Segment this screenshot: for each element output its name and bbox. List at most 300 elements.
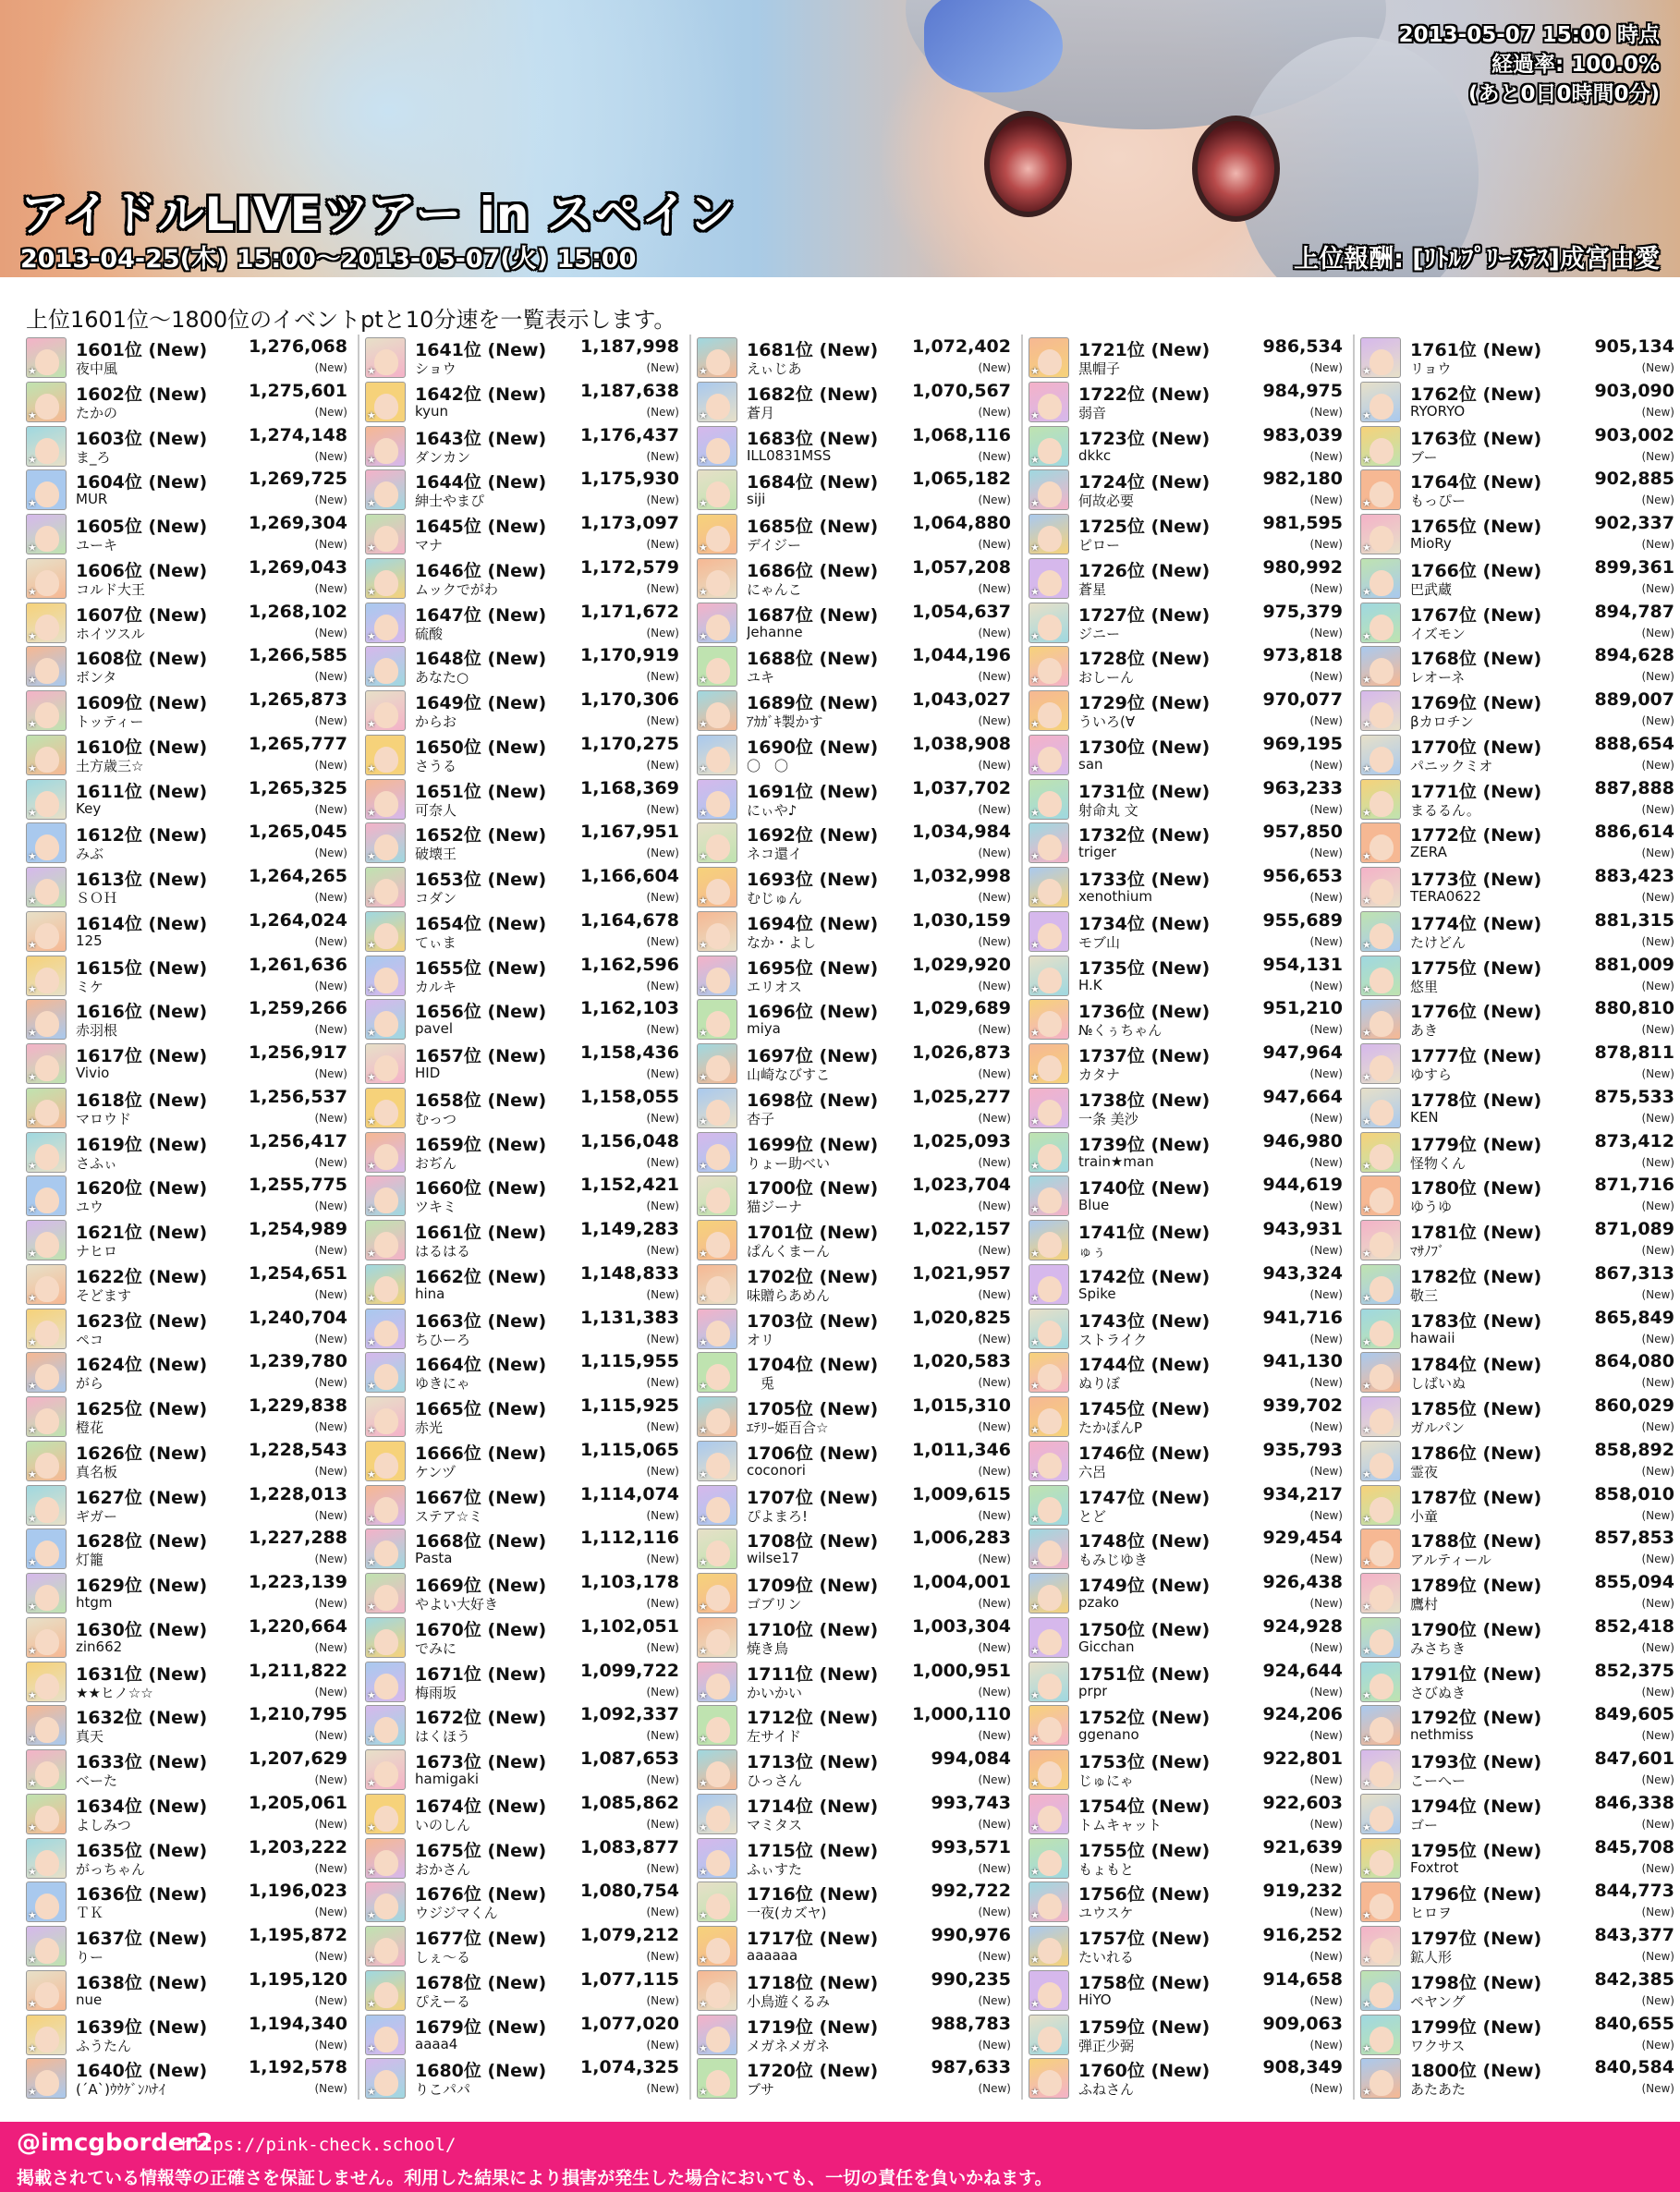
avatar-face-icon: [706, 570, 730, 596]
rarity-star-icon: ★: [367, 1203, 376, 1216]
ten-minute-speed: (New): [978, 449, 1011, 463]
rank-label: 1621位 (New): [76, 1223, 208, 1243]
rank-label: 1661位 (New): [415, 1223, 547, 1243]
rank-label: 1800位 (New): [1410, 2061, 1542, 2082]
player-name: aaaaaa: [747, 1947, 798, 1964]
event-points: 1,228,543: [249, 1439, 347, 1460]
event-points: 858,892: [1594, 1439, 1674, 1460]
rarity-star-icon: ★: [699, 1997, 708, 2010]
avatar-icon: [1360, 735, 1401, 775]
avatar-icon: [1029, 1175, 1069, 1216]
site-url-link[interactable]: https://pink-check.school/: [181, 2135, 457, 2155]
player-name: モブ山: [1078, 933, 1121, 951]
event-points: 1,003,304: [912, 1615, 1011, 1637]
avatar-icon: [365, 735, 406, 775]
player-name: 味贈らあめん: [747, 1286, 831, 1304]
avatar-icon: [697, 1396, 737, 1437]
rarity-star-icon: ★: [367, 1601, 376, 1613]
rank-label: 1790位 (New): [1410, 1619, 1542, 1640]
ten-minute-speed: (New): [1641, 1200, 1674, 1213]
ranking-row: [697, 908, 1011, 953]
ranking-row: [1029, 335, 1343, 379]
event-points: 1,158,436: [580, 1042, 679, 1063]
event-points: 849,605: [1594, 1704, 1674, 1725]
rank-label: 1698位 (New): [747, 1090, 879, 1111]
event-points: 1,170,306: [580, 689, 679, 710]
avatar-icon: [365, 1970, 406, 2011]
ranking-row: [1360, 1791, 1674, 1835]
event-points: 1,085,862: [580, 1792, 679, 1813]
avatar-face-icon: [706, 747, 730, 773]
avatar-face-icon: [374, 2070, 398, 2096]
avatar-face-icon: [1370, 1938, 1394, 1964]
event-points: 969,195: [1262, 733, 1343, 754]
avatar-face-icon: [706, 1894, 730, 1919]
player-name: たかの: [76, 404, 118, 421]
rarity-star-icon: ★: [699, 850, 708, 863]
avatar-face-icon: [1038, 1187, 1062, 1213]
rank-label: 1787位 (New): [1410, 1487, 1542, 1508]
avatar-face-icon: [1038, 1585, 1062, 1611]
ranking-row: [26, 1394, 347, 1438]
player-name: triger: [1078, 844, 1117, 861]
avatar-icon: [697, 1794, 737, 1834]
ranking-row: [697, 1702, 1011, 1747]
event-points: 1,026,873: [912, 1042, 1011, 1063]
ten-minute-speed: (New): [1309, 1906, 1343, 1919]
avatar-face-icon: [1370, 394, 1394, 420]
rarity-star-icon: ★: [1030, 806, 1040, 819]
ranking-row: [365, 1614, 679, 1659]
player-name: 一条 美沙: [1078, 1110, 1138, 1127]
avatar-icon: [697, 469, 737, 510]
player-name: ホイツスル: [76, 625, 145, 642]
player-name: イズモン: [1410, 625, 1466, 642]
event-points: 1,149,283: [580, 1219, 679, 1239]
avatar-face-icon: [1370, 1806, 1394, 1832]
rarity-star-icon: ★: [699, 718, 708, 730]
player-name: むじゅん: [747, 890, 803, 907]
rank-label: 1745位 (New): [1078, 1399, 1211, 1419]
event-points: 1,077,115: [580, 1968, 679, 1990]
ten-minute-speed: (New): [978, 1200, 1011, 1213]
event-points: 1,265,045: [249, 822, 347, 843]
ten-minute-speed: (New): [1641, 1067, 1674, 1080]
rarity-star-icon: ★: [1362, 629, 1371, 642]
avatar-icon: [365, 1881, 406, 1922]
player-name: あたあた: [1410, 2081, 1467, 2099]
ten-minute-speed: (New): [1309, 493, 1343, 507]
rarity-star-icon: ★: [699, 1203, 708, 1216]
player-name: ジニー: [1078, 625, 1121, 642]
avatar-face-icon: [374, 1011, 398, 1037]
ten-minute-speed: (New): [646, 1420, 679, 1433]
rank-label: 1625位 (New): [76, 1399, 208, 1419]
player-name: じゅにゃ: [1078, 1772, 1134, 1789]
avatar-face-icon: [35, 1100, 59, 1126]
avatar-face-icon: [1038, 1011, 1062, 1037]
rarity-star-icon: ★: [367, 2041, 376, 2054]
event-points: 990,976: [931, 1925, 1011, 1945]
ranking-row: [1029, 1217, 1343, 1261]
event-points: 1,176,437: [580, 424, 679, 445]
avatar-icon: [1029, 1352, 1069, 1393]
rarity-star-icon: ★: [699, 1821, 708, 1833]
ranking-row: [1029, 1791, 1343, 1835]
rank-label: 1675位 (New): [415, 1840, 547, 1861]
player-name: ﾏｻﾉﾌﾞ: [1410, 1243, 1445, 1260]
rank-label: 1747位 (New): [1078, 1487, 1211, 1508]
avatar-face-icon: [1370, 2027, 1394, 2052]
avatar-face-icon: [35, 1453, 59, 1479]
avatar-icon: [365, 1838, 406, 1879]
event-points: 852,375: [1594, 1660, 1674, 1681]
ten-minute-speed: (New): [1309, 1464, 1343, 1478]
event-points: 1,064,880: [912, 513, 1011, 533]
rank-label: 1602位 (New): [76, 384, 208, 405]
avatar-face-icon: [35, 1497, 59, 1523]
avatar-face-icon: [706, 1453, 730, 1479]
rank-label: 1748位 (New): [1078, 1531, 1211, 1553]
player-name: dkkc: [1078, 446, 1112, 464]
rarity-star-icon: ★: [367, 1556, 376, 1569]
rarity-star-icon: ★: [1030, 1688, 1040, 1701]
rarity-star-icon: ★: [1362, 895, 1371, 907]
event-points: 1,265,777: [249, 733, 347, 754]
event-points: 1,170,919: [580, 645, 679, 666]
rank-label: 1794位 (New): [1410, 1796, 1542, 1817]
player-name: Blue: [1078, 1197, 1110, 1214]
event-points: 1,030,159: [912, 909, 1011, 931]
rank-label: 1663位 (New): [415, 1310, 547, 1332]
ranking-row: [1029, 1129, 1343, 1174]
ten-minute-speed: (New): [1309, 1729, 1343, 1743]
player-name: 小童: [1410, 1507, 1439, 1525]
ranking-row: [697, 643, 1011, 688]
ten-minute-speed: (New): [1309, 670, 1343, 684]
rank-label: 1630位 (New): [76, 1619, 208, 1640]
event-points: 846,338: [1594, 1792, 1674, 1813]
rarity-star-icon: ★: [28, 1114, 37, 1127]
ten-minute-speed: (New): [978, 538, 1011, 551]
rank-label: 1764位 (New): [1410, 472, 1542, 493]
avatar-icon: [1360, 382, 1401, 422]
event-points: 947,664: [1262, 1086, 1343, 1107]
ten-minute-speed: (New): [1309, 581, 1343, 595]
avatar-icon: [26, 1485, 67, 1526]
avatar-icon: [697, 1088, 737, 1128]
ranking-row: [26, 1438, 347, 1482]
rarity-star-icon: ★: [1030, 982, 1040, 995]
ranking-row: [1360, 2055, 1674, 2100]
ten-minute-speed: (New): [1309, 979, 1343, 992]
ten-minute-speed: (New): [646, 361, 679, 374]
ranking-row: [1029, 1349, 1343, 1394]
rank-label: 1765位 (New): [1410, 517, 1542, 537]
rarity-star-icon: ★: [699, 1865, 708, 1878]
event-points: 1,275,601: [249, 380, 347, 401]
rarity-star-icon: ★: [699, 1601, 708, 1613]
rank-label: 1706位 (New): [747, 1443, 879, 1464]
avatar-face-icon: [35, 1408, 59, 1434]
ranking-row: [26, 379, 347, 423]
ten-minute-speed: (New): [646, 1861, 679, 1875]
rarity-star-icon: ★: [699, 1512, 708, 1525]
rank-label: 1662位 (New): [415, 1266, 547, 1287]
ranking-row: [697, 864, 1011, 908]
rarity-star-icon: ★: [367, 1335, 376, 1348]
avatar-face-icon: [706, 1850, 730, 1876]
rarity-star-icon: ★: [1030, 1114, 1040, 1127]
ranking-row: [1360, 1923, 1674, 1967]
event-points: 922,801: [1262, 1748, 1343, 1769]
event-points: 1,240,704: [249, 1307, 347, 1328]
avatar-face-icon: [1038, 1850, 1062, 1876]
ten-minute-speed: (New): [314, 1861, 347, 1875]
ten-minute-speed: (New): [1309, 891, 1343, 904]
avatar-icon: [365, 558, 406, 599]
avatar-face-icon: [706, 1100, 730, 1126]
rank-label: 1732位 (New): [1078, 825, 1211, 846]
rarity-star-icon: ★: [28, 1777, 37, 1789]
ten-minute-speed: (New): [1641, 1950, 1674, 1963]
avatar-face-icon: [374, 1144, 398, 1170]
ranking-row: [1029, 1967, 1343, 2012]
player-name: ヒロヲ: [1410, 1905, 1453, 1922]
rank-label: 1640位 (New): [76, 2061, 208, 2082]
ten-minute-speed: (New): [314, 934, 347, 948]
rarity-star-icon: ★: [699, 1467, 708, 1480]
avatar-face-icon: [1370, 1364, 1394, 1390]
avatar-icon: [1360, 1881, 1401, 1922]
avatar-face-icon: [706, 1540, 730, 1566]
avatar-face-icon: [374, 791, 398, 817]
rank-label: 1729位 (New): [1078, 693, 1211, 713]
rarity-star-icon: ★: [1362, 938, 1371, 951]
rank-label: 1693位 (New): [747, 870, 879, 890]
ten-minute-speed: (New): [1309, 1287, 1343, 1301]
event-points: 1,274,148: [249, 424, 347, 445]
avatar-icon: [1029, 646, 1069, 687]
rank-label: 1611位 (New): [76, 781, 208, 802]
avatar-face-icon: [706, 2070, 730, 2096]
avatar-icon: [697, 514, 737, 554]
avatar-face-icon: [35, 570, 59, 596]
avatar-icon: [1029, 956, 1069, 996]
ranking-row: [26, 1526, 347, 1570]
avatar-icon: [1360, 1528, 1401, 1569]
ten-minute-speed: (New): [978, 1287, 1011, 1301]
player-name: ILL0831MSS: [747, 446, 832, 464]
ten-minute-speed: (New): [1641, 1287, 1674, 1301]
avatar-icon: [1360, 690, 1401, 731]
player-name: ちひーろ: [415, 1331, 471, 1348]
ranking-row: [1360, 953, 1674, 997]
rank-label: 1793位 (New): [1410, 1752, 1542, 1772]
event-points: 1,115,955: [580, 1351, 679, 1372]
player-name: こーへー: [1410, 1772, 1467, 1789]
player-name: もみじゆき: [1078, 1552, 1149, 1569]
rarity-star-icon: ★: [1030, 761, 1040, 774]
avatar-icon: [1360, 1749, 1401, 1790]
rarity-star-icon: ★: [1362, 1821, 1371, 1833]
rarity-star-icon: ★: [1362, 2086, 1371, 2099]
player-name: りこパパ: [415, 2081, 471, 2099]
ten-minute-speed: (New): [646, 581, 679, 595]
avatar-face-icon: [1370, 1408, 1394, 1434]
ten-minute-speed: (New): [1641, 979, 1674, 992]
ranking-row: [697, 1879, 1011, 1923]
ranking-row: [1360, 908, 1674, 953]
rarity-star-icon: ★: [367, 1248, 376, 1260]
avatar-icon: [1029, 1926, 1069, 1967]
avatar-face-icon: [1370, 968, 1394, 993]
player-name: マナ: [415, 537, 444, 554]
player-name: とど: [1078, 1507, 1107, 1525]
avatar-face-icon: [1370, 438, 1394, 464]
rarity-star-icon: ★: [1030, 365, 1040, 377]
ten-minute-speed: (New): [978, 1597, 1011, 1610]
ten-minute-speed: (New): [1641, 1508, 1674, 1522]
player-name: 夜中風: [76, 360, 118, 377]
ten-minute-speed: (New): [314, 758, 347, 772]
twitter-handle[interactable]: @imcgborder2: [17, 2129, 213, 2157]
avatar-face-icon: [1038, 1717, 1062, 1743]
rank-label: 1686位 (New): [747, 560, 879, 581]
avatar-face-icon: [1038, 1144, 1062, 1170]
avatar-face-icon: [706, 1674, 730, 1699]
rank-label: 1691位 (New): [747, 781, 879, 802]
rarity-star-icon: ★: [699, 1733, 708, 1746]
ranking-row: [1360, 1967, 1674, 2012]
rarity-star-icon: ★: [28, 1467, 37, 1480]
rarity-star-icon: ★: [1362, 806, 1371, 819]
player-name: たかぽんP: [1078, 1419, 1143, 1436]
rarity-star-icon: ★: [699, 1159, 708, 1172]
avatar-face-icon: [374, 526, 398, 552]
player-name: ユーキ: [76, 537, 118, 554]
event-points: 914,658: [1262, 1968, 1343, 1990]
avatar-icon: [1360, 956, 1401, 996]
ten-minute-speed: (New): [1641, 2038, 1674, 2052]
rank-label: 1618位 (New): [76, 1090, 208, 1111]
avatar-icon: [365, 1485, 406, 1526]
ten-minute-speed: (New): [1641, 361, 1674, 374]
rank-label: 1622位 (New): [76, 1266, 208, 1287]
player-name: hamigaki: [415, 1771, 480, 1787]
avatar-face-icon: [1370, 1674, 1394, 1699]
event-points: 1,254,651: [249, 1262, 347, 1284]
avatar-icon: [26, 1970, 67, 2011]
event-points: 845,708: [1594, 1836, 1674, 1857]
top-reward: 上位報酬: [ﾘﾄﾙﾌﾟﾘｰｽﾃｽ]成宮由愛: [1294, 245, 1660, 274]
avatar-face-icon: [1370, 1850, 1394, 1876]
event-points: 929,454: [1262, 1528, 1343, 1549]
rarity-star-icon: ★: [1030, 1821, 1040, 1833]
avatar-icon: [26, 426, 67, 467]
avatar-face-icon: [706, 1585, 730, 1611]
avatar-face-icon: [1370, 1276, 1394, 1302]
player-name: がら: [76, 1375, 104, 1393]
ten-minute-speed: (New): [1641, 758, 1674, 772]
rank-label: 1795位 (New): [1410, 1840, 1542, 1861]
ten-minute-speed: (New): [314, 405, 347, 419]
avatar-icon: [697, 1705, 737, 1746]
event-points: 908,349: [1262, 2057, 1343, 2078]
avatar-icon: [697, 1309, 737, 1349]
avatar-icon: [26, 382, 67, 422]
event-points: 881,009: [1594, 954, 1674, 975]
event-points: 1,068,116: [912, 424, 1011, 445]
avatar-icon: [26, 1043, 67, 1084]
player-name: hina: [415, 1285, 445, 1302]
rarity-star-icon: ★: [1030, 2086, 1040, 2099]
avatar-icon: [365, 1749, 406, 1790]
ranking-row: [365, 335, 679, 379]
event-points: 1,269,725: [249, 469, 347, 490]
rank-label: 1651位 (New): [415, 781, 547, 802]
ranking-row: [365, 820, 679, 864]
rarity-star-icon: ★: [367, 1071, 376, 1083]
avatar-icon: [697, 1441, 737, 1481]
avatar-icon: [365, 646, 406, 687]
rarity-star-icon: ★: [367, 1997, 376, 2010]
player-name: ま_ろ: [76, 448, 111, 466]
rank-label: 1669位 (New): [415, 1576, 547, 1596]
rank-label: 1637位 (New): [76, 1929, 208, 1949]
rank-label: 1688位 (New): [747, 649, 879, 670]
avatar-face-icon: [35, 1717, 59, 1743]
ranking-row: [365, 555, 679, 600]
rank-label: 1657位 (New): [415, 1046, 547, 1066]
event-points: 941,130: [1262, 1351, 1343, 1372]
ten-minute-speed: (New): [1309, 1553, 1343, 1566]
player-name: ふねさん: [1078, 2081, 1135, 2099]
event-points: 982,180: [1262, 469, 1343, 490]
ten-minute-speed: (New): [646, 538, 679, 551]
rarity-star-icon: ★: [699, 895, 708, 907]
avatar-icon: [697, 1617, 737, 1658]
ranking-row: [365, 2012, 679, 2056]
avatar-icon: [26, 1088, 67, 1128]
avatar-face-icon: [35, 1806, 59, 1832]
rarity-star-icon: ★: [1030, 674, 1040, 687]
rarity-star-icon: ★: [367, 938, 376, 951]
ranking-row: [1029, 423, 1343, 468]
rank-label: 1660位 (New): [415, 1178, 547, 1200]
avatar-icon: [697, 1220, 737, 1260]
ranking-row: [1360, 864, 1674, 908]
player-name: もっぴー: [1410, 493, 1467, 510]
event-points: 1,194,340: [249, 2013, 347, 2034]
ten-minute-speed: (New): [314, 1553, 347, 1566]
rarity-star-icon: ★: [1362, 1954, 1371, 1966]
avatar-icon: [1029, 867, 1069, 907]
avatar-face-icon: [35, 1321, 59, 1346]
rarity-star-icon: ★: [1030, 497, 1040, 510]
ranking-row: [365, 1085, 679, 1129]
rarity-star-icon: ★: [699, 1424, 708, 1436]
ten-minute-speed: (New): [978, 1111, 1011, 1125]
ten-minute-speed: (New): [978, 581, 1011, 595]
ranking-row: [1029, 1923, 1343, 1967]
avatar-icon: [26, 690, 67, 731]
ten-minute-speed: (New): [1309, 1861, 1343, 1875]
ten-minute-speed: (New): [1309, 1244, 1343, 1257]
ranking-row: [365, 2055, 679, 2100]
ranking-row: [697, 1835, 1011, 1880]
avatar-face-icon: [706, 394, 730, 420]
